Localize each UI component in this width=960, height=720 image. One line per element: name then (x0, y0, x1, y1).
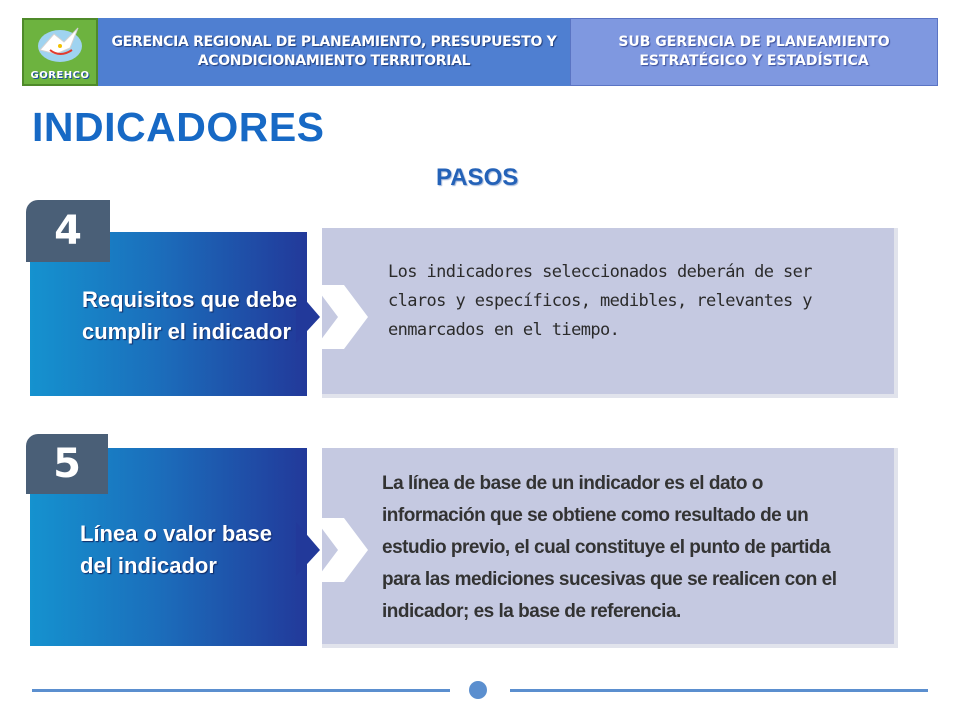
footer-line-left (32, 689, 450, 692)
gorehco-logo (22, 18, 98, 86)
step-5-number-tab: 5 (26, 434, 108, 494)
header-left-panel (98, 18, 570, 86)
step-4-number-tab: 4 (26, 200, 110, 262)
step-5-description: La línea de base de un indicador es el dato o información que se obtiene como resultado de un estudio previo, el cual constituye el punto de partida para las mediciones sucesivas que se realicen con el indicador; es la base de referencia. (382, 473, 837, 622)
footer-line-right (510, 689, 928, 692)
header-banner (22, 18, 938, 86)
regional-management-title: GERENCIA REGIONAL DE PLANEAMIENTO, PRESUPUESTO Y ACONDICIONAMIENTO TERRITORIAL (111, 34, 557, 69)
section-subtitle: PASOS (436, 164, 519, 191)
step-5-label: Línea o valor base del indicador (80, 521, 272, 578)
header-right-panel (570, 18, 938, 86)
logo-text: GOREHCO (30, 70, 90, 81)
sub-management-title: SUB GERENCIA DE PLANEAMIENTO ESTRATÉGICO Y ESTADÍSTICA (618, 34, 890, 69)
step-4-description: Los indicadores seleccionados deberán de ser claros y específicos, medibles, relevantes y enmarcados en el tiempo. (388, 262, 812, 340)
step-4-chevron-icon (296, 285, 368, 349)
step-5-chevron-icon (296, 518, 368, 582)
footer-dot (469, 681, 487, 699)
step-4-label: Requisitos que debe cumplir el indicador (82, 287, 298, 344)
page-title: INDICADORES (32, 104, 325, 150)
